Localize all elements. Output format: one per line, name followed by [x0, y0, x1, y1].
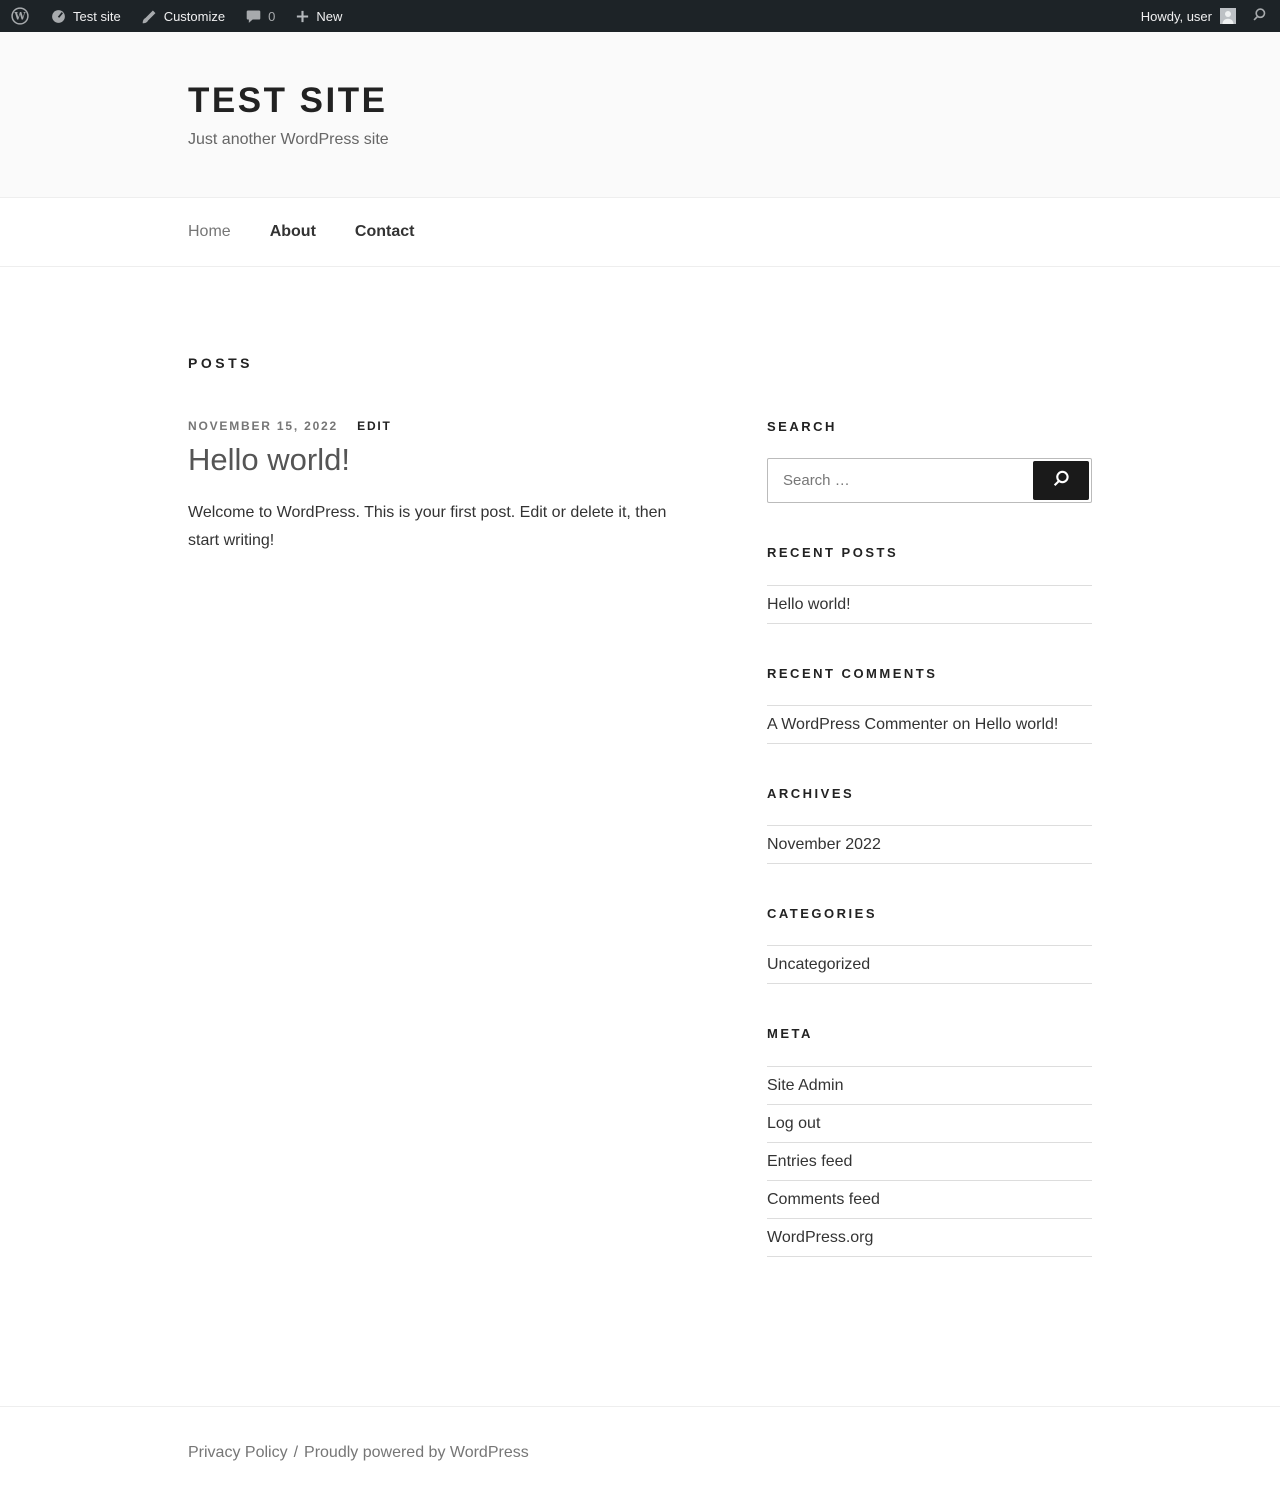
admin-bar-customize-label: Customize	[163, 8, 226, 24]
content-column	[188, 355, 713, 1299]
admin-bar-left	[0, 0, 352, 32]
category-link[interactable]: Uncategorized	[767, 956, 871, 974]
post-article	[188, 419, 713, 554]
categories-title: CATEGORIES	[767, 906, 877, 922]
meta-widget	[767, 1026, 1092, 1256]
admin-bar-comment-count: 0	[268, 8, 276, 24]
list-item	[767, 1143, 1092, 1181]
nav-item-home	[188, 220, 231, 244]
admin-bar-new[interactable]	[285, 0, 352, 32]
post-edit-link[interactable]: EDIT	[357, 418, 392, 433]
recent-posts-title: RECENT POSTS	[767, 545, 899, 561]
comments-bubble-icon	[245, 8, 262, 25]
page-heading-posts: POSTS	[188, 355, 253, 372]
meta-comments-feed-link[interactable]: Comments feed	[767, 1190, 880, 1208]
list-item	[767, 1067, 1092, 1105]
nav-link-about[interactable]: About	[269, 223, 316, 241]
recent-comments-widget	[767, 666, 1092, 744]
archives-list	[767, 825, 1092, 864]
paintbrush-icon	[141, 8, 158, 25]
comment-post-link[interactable]: Hello world!	[974, 715, 1059, 733]
site-main	[188, 267, 1092, 1406]
post-date-link[interactable]: NOVEMBER 15, 2022	[188, 418, 338, 433]
site-footer	[0, 1406, 1280, 1503]
plus-icon	[295, 9, 310, 24]
meta-log-out-link[interactable]: Log out	[767, 1114, 821, 1132]
nav-item-contact	[355, 220, 415, 244]
admin-bar-site-name[interactable]	[40, 0, 131, 32]
list-item	[767, 706, 1092, 744]
nav-link-contact[interactable]: Contact	[354, 223, 415, 241]
recent-comments-title: RECENT COMMENTS	[767, 665, 938, 681]
list-item	[767, 586, 1092, 624]
svg-text:W: W	[14, 11, 26, 23]
main-navigation	[0, 197, 1280, 267]
wordpress-logo-menu[interactable]	[0, 0, 40, 32]
admin-bar	[0, 0, 1280, 32]
search-button-icon	[1050, 468, 1072, 493]
meta-wordpress-org-link[interactable]: WordPress.org	[767, 1228, 874, 1246]
comment-connector: on	[948, 715, 975, 733]
recent-posts-widget	[767, 545, 1092, 623]
privacy-policy-link[interactable]: Privacy Policy	[188, 1443, 288, 1461]
list-item	[767, 1219, 1092, 1257]
meta-site-admin-link[interactable]: Site Admin	[767, 1076, 844, 1094]
site-header	[0, 32, 1280, 197]
admin-bar-site-name-label: Test site	[73, 8, 121, 24]
footer-credits	[188, 1443, 1092, 1462]
admin-bar-comments[interactable]	[235, 0, 285, 32]
list-item	[767, 1105, 1092, 1143]
nav-link-home[interactable]: Home	[188, 223, 231, 241]
list-item	[767, 946, 1092, 984]
meta-title: META	[767, 1026, 813, 1042]
post-body: Welcome to WordPress. This is your first post. Edit or delete it, then start writing!	[188, 504, 667, 549]
recent-comments-list	[767, 705, 1092, 744]
wordpress-logo-icon	[10, 6, 30, 26]
post-title-link[interactable]: Hello world!	[188, 441, 350, 477]
categories-list	[767, 945, 1092, 984]
list-item	[767, 826, 1092, 864]
footer-separator: /	[293, 1443, 299, 1461]
list-item	[767, 1181, 1092, 1219]
admin-bar-howdy-label: Howdy, user	[1140, 8, 1212, 24]
search-widget	[767, 419, 1092, 503]
powered-by-link[interactable]: Proudly powered by WordPress	[304, 1443, 529, 1461]
admin-bar-search[interactable]	[1244, 0, 1280, 32]
post-meta	[188, 419, 713, 435]
admin-bar-my-account[interactable]	[1133, 0, 1244, 32]
meta-entries-feed-link[interactable]: Entries feed	[767, 1152, 853, 1170]
user-avatar	[1220, 8, 1236, 24]
search-icon	[1250, 6, 1268, 27]
admin-bar-customize[interactable]	[131, 0, 235, 32]
archives-title: ARCHIVES	[767, 785, 855, 801]
dashboard-gauge-icon	[50, 8, 67, 25]
nav-menu	[188, 198, 1092, 266]
recent-post-link[interactable]: Hello world!	[767, 595, 851, 613]
sidebar	[767, 355, 1092, 1299]
search-submit-button[interactable]	[1033, 461, 1089, 500]
recent-posts-list	[767, 585, 1092, 624]
archives-widget	[767, 786, 1092, 864]
admin-bar-new-label: New	[316, 8, 343, 24]
site-title	[188, 80, 1092, 122]
search-widget-title: SEARCH	[767, 419, 837, 435]
site-tagline: Just another WordPress site	[188, 131, 389, 148]
site-title-link[interactable]: TEST SITE	[188, 81, 388, 120]
archive-link[interactable]: November 2022	[767, 836, 881, 854]
post-title	[188, 441, 713, 480]
categories-widget	[767, 906, 1092, 984]
comment-author-link[interactable]: A WordPress Commenter	[767, 715, 949, 733]
search-form	[767, 458, 1092, 503]
nav-item-about	[270, 220, 316, 244]
admin-bar-right	[1133, 0, 1280, 32]
meta-list	[767, 1066, 1092, 1257]
